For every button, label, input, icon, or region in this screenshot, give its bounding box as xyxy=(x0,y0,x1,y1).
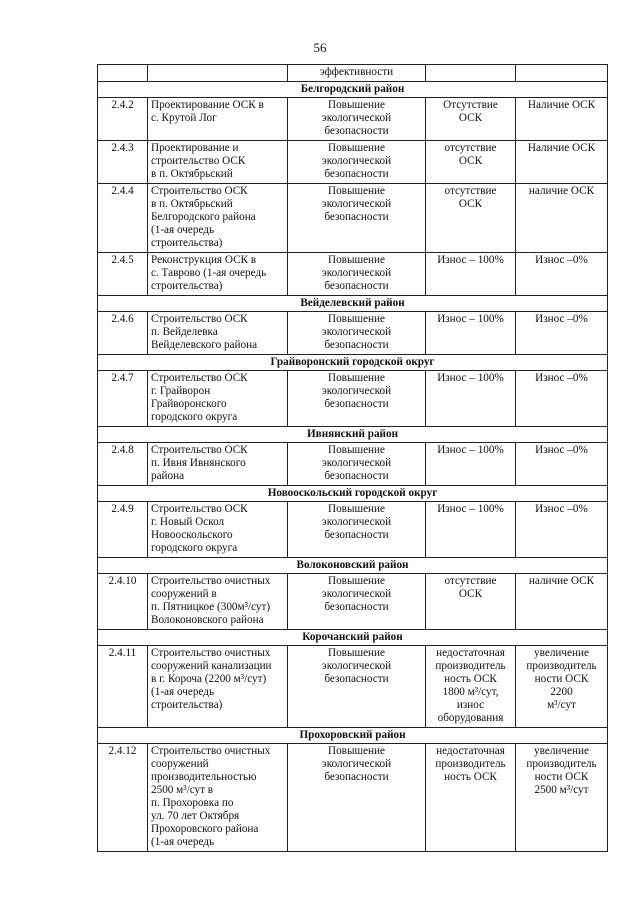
cell-goal xyxy=(288,443,426,486)
table-row xyxy=(98,574,608,630)
cell-before-line: отсутствие xyxy=(444,575,497,587)
program-table xyxy=(97,64,608,852)
cell-object-line: сооружений xyxy=(151,758,209,770)
district-heading: Грайворонский городской округ xyxy=(98,355,608,371)
cell-after-line: производитель xyxy=(526,660,597,672)
district-heading: Прохоровский район xyxy=(98,728,608,744)
cell-object-line: в г. Короча (2200 м³/сут) xyxy=(151,673,267,685)
cell-object-line: Строительство очистных xyxy=(151,647,271,659)
cell-before xyxy=(426,371,516,427)
cell-goal-line: безопасности xyxy=(324,601,389,613)
cell-goal-line: Повышение xyxy=(328,503,385,515)
cell-num: 2.4.2 xyxy=(98,98,148,141)
cell-object-line: Новооскольского xyxy=(151,529,233,541)
cell-before-line: Износ – 100% xyxy=(437,372,504,384)
cell-object-line: Строительство очистных xyxy=(151,575,271,587)
cell-num: 2.4.5 xyxy=(98,253,148,296)
cell-before xyxy=(426,646,516,728)
district-heading: Волоконовский район xyxy=(98,558,608,574)
cell-object xyxy=(148,141,288,184)
cell-object-line: Прохоровского района xyxy=(151,823,259,835)
table-row xyxy=(98,184,608,253)
cell-goal-line: экологической xyxy=(321,758,392,770)
cell-goal-line: экологической xyxy=(321,198,392,210)
cell-object-line: г. Грайворон xyxy=(151,385,211,397)
cell-goal-line: безопасности xyxy=(324,339,389,351)
cell-goal-line: безопасности xyxy=(324,398,389,410)
cell-after-line: увеличение xyxy=(534,647,589,659)
cell-goal-line: экологической xyxy=(321,112,392,124)
cell-before-line: недостаточная xyxy=(436,745,505,757)
table-row xyxy=(98,312,608,355)
cell-goal-line: Повышение xyxy=(328,142,385,154)
cell-goal-line: безопасности xyxy=(324,125,389,137)
cell-object-line: строительства) xyxy=(151,699,223,711)
cell-before xyxy=(426,502,516,558)
cell-num: 2.4.3 xyxy=(98,141,148,184)
cell-num: 2.4.11 xyxy=(98,646,148,728)
cell-goal xyxy=(288,646,426,728)
district-row xyxy=(98,558,608,574)
cell-object-line: с. Крутой Лог xyxy=(151,112,217,124)
cell-goal xyxy=(288,98,426,141)
cell-before-line: производитель xyxy=(435,758,506,770)
cell-after-line: Износ –0% xyxy=(535,372,588,384)
cell-goal-line: Повышение xyxy=(328,99,385,111)
cell-goal-line: Повышение xyxy=(328,254,385,266)
cell-object-line: сооружений в xyxy=(151,588,217,600)
cell-goal-line: экологической xyxy=(321,588,392,600)
cell-before xyxy=(426,65,516,82)
cell-after-line: м³/сут xyxy=(547,699,576,711)
district-row xyxy=(98,82,608,98)
cell-goal-line: экологической xyxy=(321,326,392,338)
cell-before-line: недостаточная xyxy=(436,647,505,659)
cell-object-line: Строительство ОСК xyxy=(151,444,248,456)
cell-before-line: производитель xyxy=(435,660,506,672)
cell-object xyxy=(148,443,288,486)
cell-object-line: с. Таврово (1-ая очередь xyxy=(151,267,267,279)
cell-object-line: Проектирование и xyxy=(151,142,239,154)
cell-goal-line: экологической xyxy=(321,516,392,528)
district-row xyxy=(98,486,608,502)
cell-object-line: (1-ая очередь xyxy=(151,686,215,698)
cell-object-line: Строительство очистных xyxy=(151,745,271,757)
cell-before-line: износ xyxy=(456,699,485,711)
cell-goal xyxy=(288,184,426,253)
cell-after-line: Износ –0% xyxy=(535,254,588,266)
cell-after-line: Износ –0% xyxy=(535,313,588,325)
table-row xyxy=(98,141,608,184)
cell-num: 2.4.4 xyxy=(98,184,148,253)
cell-num: 2.4.8 xyxy=(98,443,148,486)
cell-object-line: п. Пятницкое (300м³/сут) xyxy=(151,601,271,613)
cell-object-line: п. Ивня Ивнянского xyxy=(151,457,246,469)
cell-goal xyxy=(288,312,426,355)
cell-goal-line: безопасности xyxy=(324,470,389,482)
cell-before-line: ность ОСК xyxy=(444,771,497,783)
cell-goal-line: Повышение xyxy=(328,575,385,587)
cell-object-line: Проектирование ОСК в xyxy=(151,99,264,111)
cell-object-line: 2500 м³/сут в xyxy=(151,784,214,796)
cell-object xyxy=(148,253,288,296)
table-row xyxy=(98,253,608,296)
cell-after-line: ности ОСК xyxy=(534,673,589,685)
cell-object-line: Белгородского района xyxy=(151,211,256,223)
cell-object-line: Вейделевского района xyxy=(151,339,258,351)
cell-object-line: Реконструкция ОСК в xyxy=(151,254,257,266)
page-number: 56 xyxy=(313,40,327,55)
cell-before-line: Износ – 100% xyxy=(437,503,504,515)
cell-object-line: производительностью xyxy=(151,771,257,783)
cell-after xyxy=(516,312,608,355)
cell-object-line: строительства) xyxy=(151,280,223,292)
cell-goal-line: безопасности xyxy=(324,673,389,685)
district-row xyxy=(98,355,608,371)
cell-after-line: производитель xyxy=(526,758,597,770)
cell-goal-line: Повышение xyxy=(328,185,385,197)
cell-object-line: п. Вейделевка xyxy=(151,326,218,338)
cell-goal-line: безопасности xyxy=(324,168,389,180)
cell-before-line: Износ – 100% xyxy=(437,444,504,456)
cell-object-line: района xyxy=(151,470,185,482)
cell-object-line: г. Новый Оскол xyxy=(151,516,225,528)
cell-goal-line: Повышение xyxy=(328,372,385,384)
cell-goal xyxy=(288,502,426,558)
cell-after xyxy=(516,371,608,427)
cell-after-line: наличие ОСК xyxy=(528,185,595,197)
table-row xyxy=(98,646,608,728)
table-row xyxy=(98,65,608,82)
cell-after xyxy=(516,646,608,728)
cell-after xyxy=(516,184,608,253)
cell-goal-line: экологической xyxy=(321,457,392,469)
cell-after-line: наличие ОСК xyxy=(528,575,595,587)
cell-goal-line: безопасности xyxy=(324,280,389,292)
cell-goal-line: безопасности xyxy=(324,771,389,783)
cell-after-line: ности ОСК xyxy=(534,771,589,783)
cell-after xyxy=(516,65,608,82)
cell-after xyxy=(516,574,608,630)
cell-after xyxy=(516,141,608,184)
cell-goal xyxy=(288,141,426,184)
district-row xyxy=(98,630,608,646)
cell-object xyxy=(148,65,288,82)
cell-after xyxy=(516,502,608,558)
cell-num xyxy=(98,65,148,82)
cell-object-line: (1-ая очередь xyxy=(151,224,215,236)
cell-object-line: (1-ая очередь xyxy=(151,836,215,848)
cell-num: 2.4.7 xyxy=(98,371,148,427)
cell-object-line: городского округа xyxy=(151,411,238,423)
cell-before-line: ОСК xyxy=(458,588,483,600)
cell-goal-line: экологической xyxy=(321,267,392,279)
table-row xyxy=(98,502,608,558)
cell-num: 2.4.12 xyxy=(98,744,148,852)
cell-goal-line: Повышение xyxy=(328,647,385,659)
district-heading: Вейделевский район xyxy=(98,296,608,312)
cell-object xyxy=(148,744,288,852)
cell-goal xyxy=(288,371,426,427)
cell-object-line: Грайворонского xyxy=(151,398,227,410)
cell-goal-line: Повышение xyxy=(328,313,385,325)
cell-after xyxy=(516,98,608,141)
cell-object-line: в п. Октябрьский xyxy=(151,198,233,210)
cell-before-line: 1800 м³/сут, xyxy=(442,686,499,698)
cell-goal-line: безопасности xyxy=(324,529,389,541)
district-heading: Белгородский район xyxy=(98,82,608,98)
cell-before-line: ОСК xyxy=(458,112,483,124)
cell-goal xyxy=(288,574,426,630)
district-heading: Ивнянский район xyxy=(98,427,608,443)
cell-object-line: сооружений канализации xyxy=(151,660,272,672)
cell-after-line: Износ –0% xyxy=(535,444,588,456)
cell-before xyxy=(426,253,516,296)
cell-before-line: ность ОСК xyxy=(444,673,497,685)
cell-object xyxy=(148,371,288,427)
table-row xyxy=(98,443,608,486)
cell-before-line: Износ – 100% xyxy=(437,313,504,325)
cell-after xyxy=(516,253,608,296)
cell-object xyxy=(148,574,288,630)
district-heading: Новооскольский городской округ xyxy=(98,486,608,502)
cell-object-line: Волоконовского района xyxy=(151,614,264,626)
cell-object-line: Строительство ОСК xyxy=(151,313,248,325)
cell-object-line: городского округа xyxy=(151,542,238,554)
cell-before xyxy=(426,312,516,355)
cell-after xyxy=(516,443,608,486)
cell-before xyxy=(426,141,516,184)
cell-after-line: увеличение xyxy=(534,745,589,757)
cell-object-line: п. Прохоровка по xyxy=(151,797,234,809)
cell-after xyxy=(516,744,608,852)
cell-num: 2.4.9 xyxy=(98,502,148,558)
cell-object xyxy=(148,184,288,253)
cell-goal-line: Повышение xyxy=(328,444,385,456)
district-row xyxy=(98,427,608,443)
cell-object-line: в п. Октябрьский xyxy=(151,168,233,180)
cell-goal-line: экологической xyxy=(321,155,392,167)
cell-after-line: 2200 xyxy=(550,686,573,698)
cell-object xyxy=(148,646,288,728)
cell-object xyxy=(148,98,288,141)
cell-goal-line: экологической xyxy=(321,660,392,672)
cell-before-line: отсутствие xyxy=(444,185,497,197)
cell-before-line: Износ – 100% xyxy=(437,254,504,266)
cell-goal: эффективности xyxy=(288,65,426,82)
cell-before-line: ОСК xyxy=(458,198,483,210)
cell-goal xyxy=(288,744,426,852)
cell-after-line: Износ –0% xyxy=(535,503,588,515)
cell-object-line: строительство ОСК xyxy=(151,155,246,167)
cell-object-line: Строительство ОСК xyxy=(151,503,248,515)
cell-num: 2.4.10 xyxy=(98,574,148,630)
cell-after-line: Наличие ОСК xyxy=(527,142,596,154)
cell-object-line: Строительство ОСК xyxy=(151,185,248,197)
cell-before xyxy=(426,443,516,486)
table-row xyxy=(98,744,608,852)
cell-num: 2.4.6 xyxy=(98,312,148,355)
cell-before xyxy=(426,98,516,141)
cell-goal-line: Повышение xyxy=(328,745,385,757)
district-heading: Корочанский район xyxy=(98,630,608,646)
district-row xyxy=(98,296,608,312)
cell-object xyxy=(148,502,288,558)
cell-before-line: ОСК xyxy=(458,155,483,167)
cell-object xyxy=(148,312,288,355)
district-row xyxy=(98,728,608,744)
cell-goal-line: безопасности xyxy=(324,211,389,223)
cell-after-line: Наличие ОСК xyxy=(527,99,596,111)
cell-before-line: отсутствие xyxy=(444,142,497,154)
cell-goal-line: экологической xyxy=(321,385,392,397)
cell-before xyxy=(426,574,516,630)
cell-before xyxy=(426,744,516,852)
cell-after-line: 2500 м³/сут xyxy=(534,784,589,796)
cell-before-line: Отсутствие xyxy=(443,99,498,111)
cell-goal xyxy=(288,253,426,296)
table-row xyxy=(98,371,608,427)
table-row xyxy=(98,98,608,141)
cell-object-line: ул. 70 лет Октября xyxy=(151,810,240,822)
cell-before xyxy=(426,184,516,253)
cell-object-line: строительства) xyxy=(151,237,223,249)
cell-before-line: оборудования xyxy=(437,712,504,724)
cell-object-line: Строительство ОСК xyxy=(151,372,248,384)
